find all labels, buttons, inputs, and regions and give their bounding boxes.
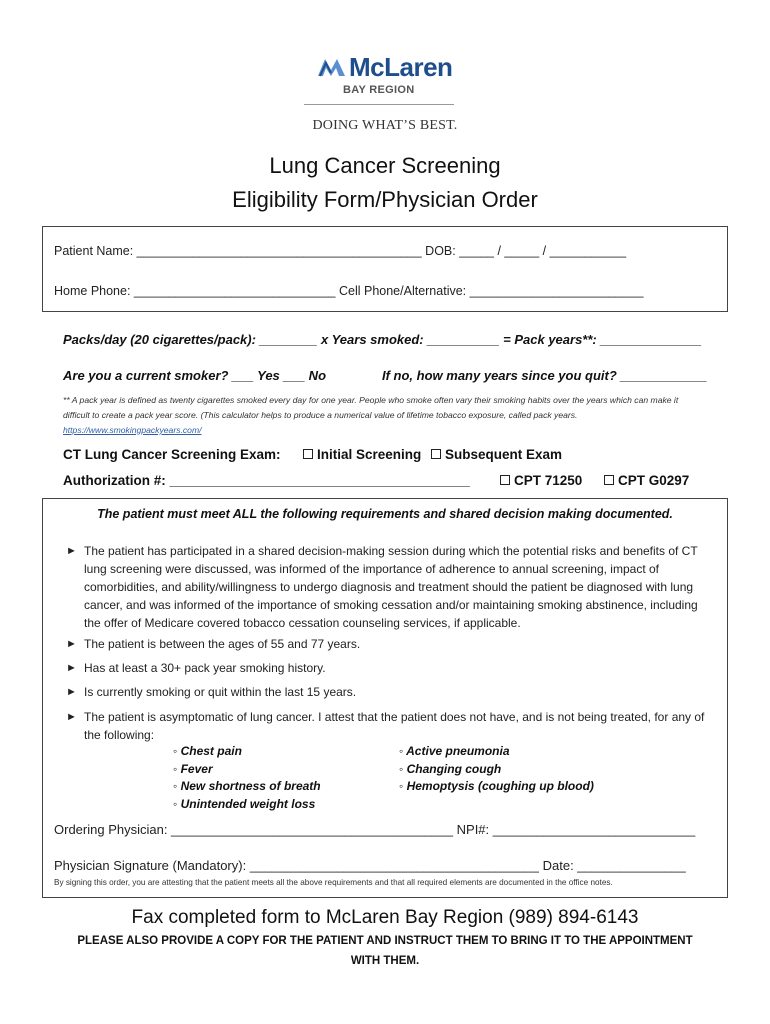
requirement-text: The patient is asymptomatic of lung cancer. I attest that the patient does not have, and is not being treated, for any of the following: (84, 710, 705, 742)
ordering-physician-line[interactable]: Ordering Physician: _______________________________________ NPI#: ____________________________ (54, 822, 696, 837)
pack-year-footnote (63, 393, 693, 438)
symptom-item: ◦ Chest pain (173, 744, 242, 758)
attestation-note: By signing this order, you are attesting that the patient meets all the above requirements and that all required elements are documented in the office notes. (54, 878, 613, 887)
copy-instruction-line1: PLEASE ALSO PROVIDE A COPY FOR THE PATIENT AND INSTRUCT THEM TO BRING IT TO THE APPOINTMENT (77, 935, 693, 947)
physician-signature-line[interactable]: Physician Signature (Mandatory): ________________________________________ Date: _______________ (54, 858, 686, 873)
symptom-item: ◦ Hemoptysis (coughing up blood) (399, 779, 594, 793)
logo-divider (304, 104, 454, 105)
bullet-arrow-icon: ► (66, 662, 77, 674)
cpt-71250-checkbox[interactable] (500, 475, 510, 485)
symptom-item: ◦ Changing cough (399, 761, 502, 776)
requirement-item (66, 683, 716, 701)
authorization-line[interactable]: Authorization #: ________________________________________ (63, 473, 470, 488)
phone-line[interactable]: Home Phone: _____________________________ Cell Phone/Alternative: _________________________ (54, 284, 644, 298)
subsequent-exam-label: Subsequent Exam (445, 447, 563, 462)
pack-years-line[interactable]: Packs/day (20 cigarettes/pack): ________ x Years smoked: __________ = Pack years**: ______________ (63, 332, 702, 347)
form-title-line1: Lung Cancer Screening (269, 153, 501, 178)
requirement-item (66, 635, 716, 653)
symptom-item: ◦ New shortness of breath (173, 779, 321, 793)
requirement-text: The patient has participated in a shared decision-making session during which the potential risks and benefits of CT lung screening were discussed, was informed of the importance of adherence to annual screening, impact of comorbidities, and ability/willingness to undergo diagnosis and treatment should the patient be diagnosed with lung cancer, and was informed of the importance of smoking cessation and/or maintaining smoking abstinence, including the offer of Medicare covered tobacco cessation counseling services, if applicable. (84, 544, 698, 630)
tagline: DOING WHAT’S BEST. (312, 118, 458, 133)
subsequent-exam-option[interactable] (431, 447, 562, 462)
copy-instruction-line2: WITH THEM. (350, 955, 420, 967)
requirement-item (66, 659, 716, 677)
patient-name-dob-line[interactable]: Patient Name: _________________________________________ DOB: _____ / _____ / ___________ (54, 244, 627, 258)
cpt-g0297-checkbox[interactable] (604, 475, 614, 485)
cpt-71250-option[interactable] (500, 473, 582, 488)
cpt-71250-label: CPT 71250 (514, 473, 583, 488)
cpt-g0297-label: CPT G0297 (618, 473, 690, 488)
logo-name: McLaren (349, 52, 453, 82)
symptom-item: ◦ Unintended weight loss (173, 796, 316, 811)
symptom-item: ◦ Fever (173, 761, 213, 776)
mclaren-logo-icon (317, 56, 347, 78)
patient-info-box (42, 226, 728, 312)
current-smoker-question[interactable]: Are you a current smoker? ___ Yes ___ No (63, 368, 327, 383)
symptoms-right-list (399, 743, 594, 796)
exam-label: CT Lung Cancer Screening Exam: (63, 447, 281, 462)
years-since-quit-question[interactable]: If no, how many years since you quit? ____________ (382, 368, 708, 383)
bullet-arrow-icon: ► (66, 686, 77, 698)
bullet-arrow-icon: ► (66, 545, 77, 557)
cpt-g0297-option[interactable] (604, 473, 689, 488)
symptoms-left-list (173, 743, 321, 813)
requirement-item (66, 708, 716, 744)
bullet-arrow-icon: ► (66, 711, 77, 723)
form-title-line2: Eligibility Form/Physician Order (232, 187, 538, 212)
symptom-item: ◦ Active pneumonia (399, 744, 510, 758)
requirement-text: Has at least a 30+ pack year smoking history. (84, 661, 326, 675)
requirements-heading: The patient must meet ALL the following requirements and shared decision making documented. (97, 507, 673, 521)
requirement-text: The patient is between the ages of 55 and 77 years. (84, 637, 361, 651)
initial-screening-checkbox[interactable] (303, 449, 313, 459)
subsequent-exam-checkbox[interactable] (431, 449, 441, 459)
requirement-item (66, 542, 716, 632)
initial-screening-option[interactable] (303, 447, 421, 462)
bullet-arrow-icon: ► (66, 638, 77, 650)
footnote-text: ** A pack year is defined as twenty cigarettes smoked every day for one year. People who smoke often vary their smoking habits over the years which can make it difficult to create a pack year score. (This calculator helps to produce a numerical value of lifetime tobacco exposure, called pack years. (63, 395, 679, 420)
logo-region: BAY REGION (343, 84, 415, 96)
requirement-text: Is currently smoking or quit within the last 15 years. (84, 685, 357, 699)
initial-screening-label: Initial Screening (317, 447, 422, 462)
fax-instruction: Fax completed form to McLaren Bay Region (989) 894-6143 (131, 907, 639, 928)
pack-years-link[interactable]: https://www.smokingpackyears.com/ (63, 425, 202, 435)
